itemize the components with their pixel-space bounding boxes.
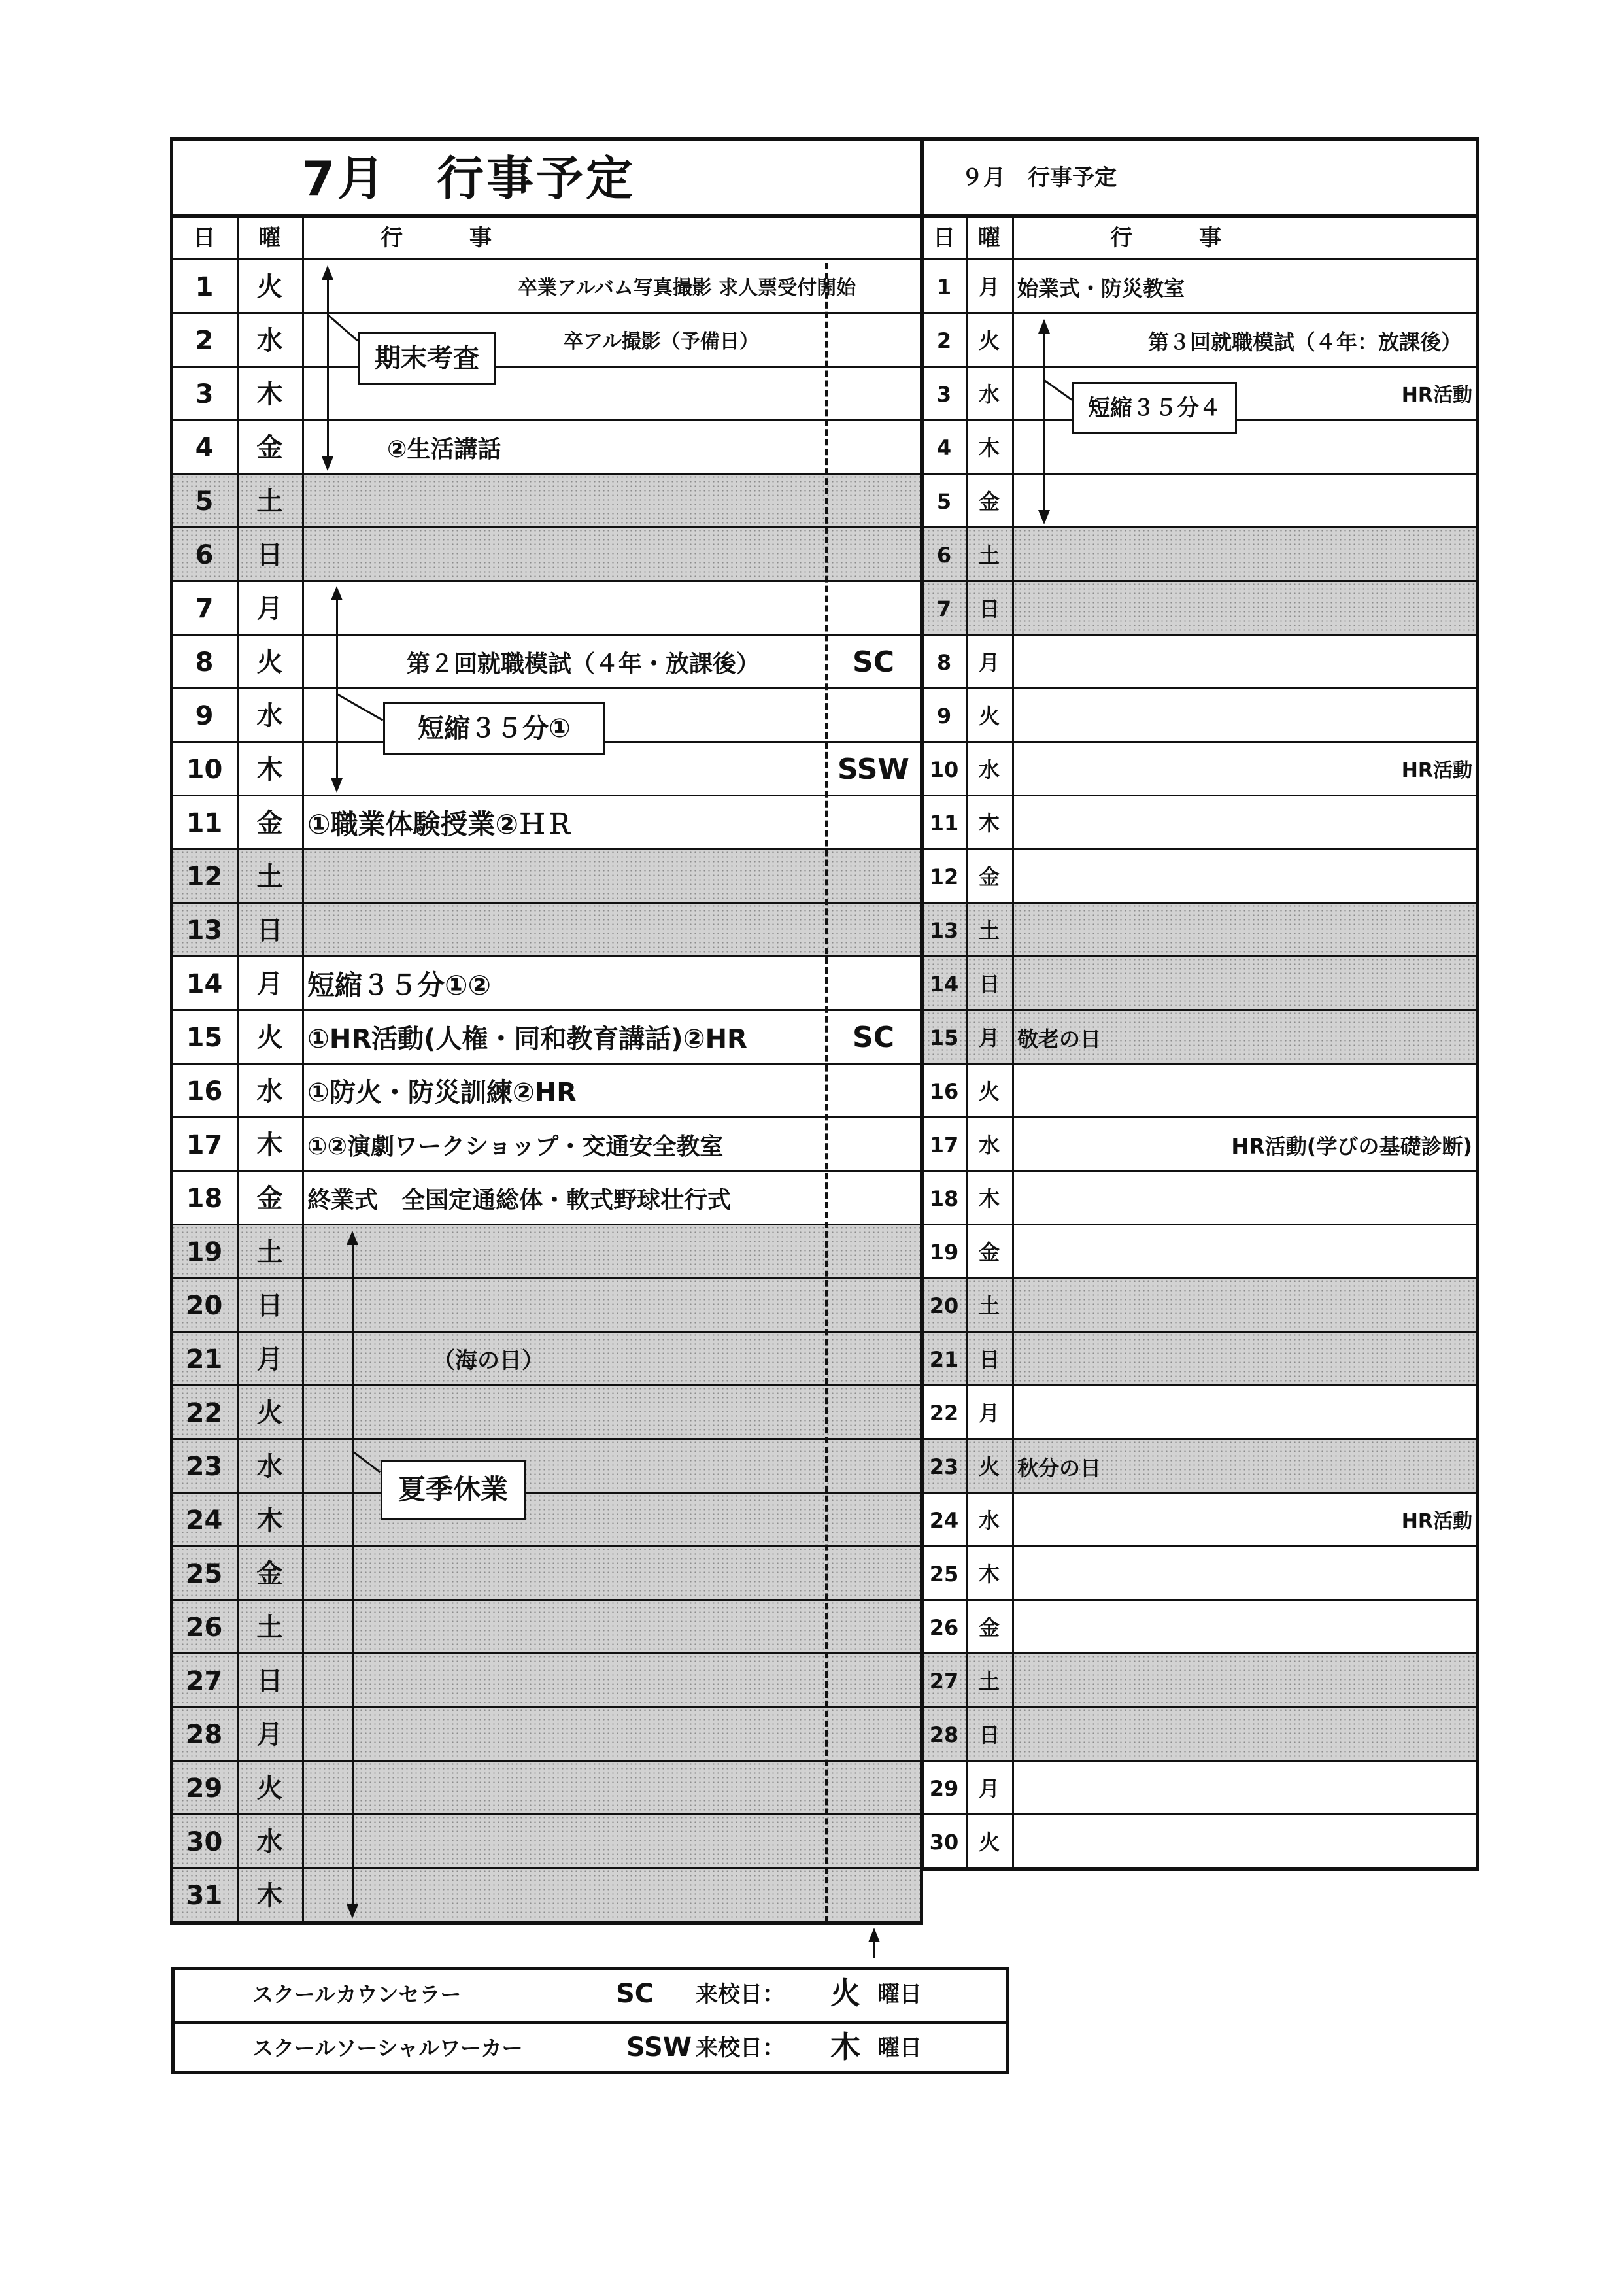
september-day-number: 26 — [929, 1615, 959, 1640]
september-day-number: 7 — [936, 596, 952, 621]
july-title-divider — [171, 214, 922, 218]
september-day-number: 27 — [929, 1669, 959, 1694]
september-short-arrow — [1043, 331, 1045, 513]
september-day-of-week: 火 — [978, 704, 1000, 728]
legend-code: SC — [616, 1979, 654, 2009]
september-day-number: 23 — [929, 1454, 959, 1479]
july-day-of-week: 日 — [256, 1666, 283, 1696]
september-day-of-week: 土 — [978, 918, 1000, 943]
july-day-of-week: 木 — [256, 379, 283, 409]
july-short-arrow-head-up — [331, 586, 343, 600]
july-day-number: 6 — [195, 540, 214, 570]
july-day-number: 5 — [195, 487, 214, 517]
september-col-divider — [1012, 214, 1014, 1869]
july-day-of-week: 木 — [256, 1130, 283, 1160]
july-day-of-week: 火 — [256, 1773, 283, 1804]
july-day-number: 12 — [186, 862, 223, 892]
july-day-number: 8 — [195, 647, 214, 677]
september-day-number: 24 — [929, 1508, 959, 1533]
september-day-number: 9 — [936, 704, 952, 728]
september-day-of-week: 土 — [978, 1669, 1000, 1694]
july-header-dow: 曜 — [258, 225, 281, 251]
july-day-number: 22 — [186, 1398, 223, 1428]
july-exam-arrow-head-up — [322, 265, 333, 280]
short-schedule-label: 短縮３５分① — [383, 702, 605, 755]
legend-role: スクールソーシャルワーカー — [252, 2036, 523, 2061]
july-day-of-week: 月 — [256, 1720, 283, 1750]
july-col-divider — [302, 214, 304, 1923]
september-day-of-week: 金 — [978, 1240, 1000, 1265]
september-day-of-week: 月 — [978, 275, 1000, 300]
july-day-of-week: 火 — [256, 1398, 283, 1428]
july-event-text: ①防火・防災訓練②HR — [307, 1078, 577, 1108]
september-event-text: 敬老の日 — [1017, 1027, 1102, 1052]
july-day-of-week: 火 — [256, 1023, 283, 1053]
september-event-text: 第３回就職模試（４年：放課後） — [1147, 330, 1462, 354]
september-day-number: 21 — [929, 1347, 959, 1372]
july-day-of-week: 土 — [256, 1613, 283, 1643]
exam-period-label: 期末考査 — [358, 332, 496, 385]
july-counselor-mark: SC — [853, 645, 894, 679]
september-day-number: 11 — [929, 811, 959, 836]
september-short-label: 短縮３５分４ — [1072, 382, 1237, 434]
september-day-of-week: 月 — [978, 1025, 1000, 1050]
july-header-events: 行 事 — [381, 225, 492, 251]
july-day-of-week: 水 — [256, 701, 283, 731]
september-event-text: HR活動(学びの基礎診断) — [1231, 1134, 1472, 1159]
july-day-of-week: 金 — [256, 1184, 283, 1214]
july-exam-arrow-head-down — [322, 456, 333, 471]
july-summer-arrow-head-down — [347, 1904, 358, 1919]
july-header-divider — [171, 258, 922, 260]
september-day-of-week: 日 — [978, 972, 1000, 997]
september-day-number: 4 — [936, 436, 952, 460]
september-day-of-week: 月 — [978, 1401, 1000, 1426]
legend-suffix: 曜日 — [877, 2035, 922, 2061]
pointer-arrow-head — [868, 1928, 880, 1942]
september-header-events: 行 事 — [1110, 225, 1221, 251]
july-event-text: 終業式 全国定通総体・軟式野球壮行式 — [307, 1186, 732, 1214]
july-day-of-week: 火 — [256, 272, 283, 302]
july-day-of-week: 日 — [256, 540, 283, 570]
september-title-divider — [922, 214, 1478, 218]
september-header-dow: 曜 — [978, 225, 1000, 251]
july-event-text: 短縮３５分①② — [307, 968, 492, 1001]
july-summer-arrow-head-up — [347, 1231, 358, 1245]
july-summer-arrow — [352, 1242, 354, 1907]
september-day-of-week: 土 — [978, 1293, 1000, 1318]
july-day-number: 31 — [186, 1881, 223, 1911]
september-day-of-week: 水 — [978, 1133, 1000, 1157]
september-day-number: 13 — [929, 918, 959, 943]
july-title: 7月 行事予定 — [302, 151, 636, 206]
july-col-divider — [237, 214, 239, 1923]
september-day-of-week: 火 — [978, 328, 1000, 353]
september-day-number: 1 — [936, 275, 952, 300]
september-day-number: 5 — [936, 489, 952, 514]
july-day-number: 19 — [186, 1237, 223, 1267]
september-col-divider — [966, 214, 968, 1869]
september-day-of-week: 金 — [978, 489, 1000, 514]
september-event-text: HR活動 — [1401, 384, 1472, 407]
legend-visit-day: 木 — [830, 2029, 860, 2064]
legend-code: SSW — [626, 2032, 692, 2063]
september-short-arrow-head-down — [1038, 510, 1050, 524]
july-day-number: 14 — [186, 969, 223, 999]
september-day-of-week: 日 — [978, 596, 1000, 621]
september-day-number: 30 — [929, 1830, 959, 1855]
july-event-text: ①②演劇ワークショップ・交通安全教室 — [307, 1133, 724, 1160]
july-event-text: 卒アル撮影（予備日） — [564, 330, 759, 354]
september-day-number: 10 — [929, 757, 959, 782]
july-day-number: 21 — [186, 1344, 223, 1375]
september-header-divider — [922, 258, 1478, 260]
july-day-number: 15 — [186, 1023, 223, 1053]
july-day-number: 4 — [195, 433, 214, 463]
september-day-of-week: 月 — [978, 1776, 1000, 1801]
legend-role: スクールカウンセラー — [252, 1982, 462, 2007]
july-day-number: 25 — [186, 1559, 223, 1589]
july-day-of-week: 水 — [256, 326, 283, 356]
july-day-of-week: 日 — [256, 1291, 283, 1321]
july-short-arrow-head-down — [331, 778, 343, 793]
september-short-arrow-head-up — [1038, 319, 1050, 334]
september-day-number: 22 — [929, 1401, 959, 1426]
legend-suffix: 曜日 — [877, 1981, 922, 2008]
july-table-frame — [170, 137, 923, 1925]
july-short-arrow — [336, 598, 338, 781]
september-event-text: 始業式・防災教室 — [1017, 276, 1185, 301]
july-event-text: ②生活講話 — [387, 436, 501, 463]
september-day-of-week: 水 — [978, 757, 1000, 782]
september-day-of-week: 木 — [978, 436, 1000, 460]
september-day-of-week: 月 — [978, 650, 1000, 675]
july-day-of-week: 火 — [256, 647, 283, 677]
july-day-number: 13 — [186, 916, 223, 946]
july-day-number: 17 — [186, 1130, 223, 1160]
september-day-of-week: 火 — [978, 1830, 1000, 1855]
legend-visit-day: 火 — [830, 1976, 860, 2011]
september-day-number: 2 — [936, 328, 952, 353]
july-day-of-week: 金 — [256, 1559, 283, 1589]
july-day-number: 1 — [195, 272, 214, 302]
september-day-of-week: 日 — [978, 1722, 1000, 1747]
july-counselor-mark: SC — [853, 1021, 894, 1054]
september-day-number: 29 — [929, 1776, 959, 1801]
legend-visit-label: 来校日： — [696, 2035, 785, 2061]
september-day-of-week: 水 — [978, 382, 1000, 407]
september-day-number: 15 — [929, 1025, 959, 1050]
september-day-number: 12 — [929, 865, 959, 889]
july-day-number: 28 — [186, 1720, 223, 1750]
september-day-of-week: 木 — [978, 1562, 1000, 1586]
july-day-number: 29 — [186, 1773, 223, 1804]
july-day-number: 23 — [186, 1452, 223, 1482]
july-day-of-week: 水 — [256, 1827, 283, 1857]
july-day-number: 20 — [186, 1291, 223, 1321]
july-day-number: 26 — [186, 1613, 223, 1643]
july-day-of-week: 水 — [256, 1076, 283, 1106]
september-day-number: 28 — [929, 1722, 959, 1747]
september-day-of-week: 金 — [978, 865, 1000, 889]
july-day-of-week: 月 — [256, 969, 283, 999]
july-event-text: 卒業アルバム写真撮影 求人票受付開始 — [518, 277, 856, 300]
september-day-number: 20 — [929, 1293, 959, 1318]
july-day-number: 24 — [186, 1505, 223, 1535]
july-dashed-divider — [825, 263, 828, 1923]
july-day-of-week: 金 — [256, 808, 283, 838]
september-header-day: 日 — [933, 225, 955, 251]
july-day-number: 9 — [195, 701, 214, 731]
july-day-of-week: 木 — [256, 755, 283, 785]
september-day-of-week: 火 — [978, 1454, 1000, 1479]
july-day-of-week: 水 — [256, 1452, 283, 1482]
july-day-of-week: 金 — [256, 433, 283, 463]
september-day-number: 8 — [936, 650, 952, 675]
september-day-of-week: 火 — [978, 1079, 1000, 1104]
july-event-text: （海の日） — [433, 1347, 544, 1374]
july-day-of-week: 木 — [256, 1881, 283, 1911]
july-day-number: 27 — [186, 1666, 223, 1696]
july-counselor-mark: SSW — [837, 753, 909, 786]
september-event-text: HR活動 — [1401, 1510, 1472, 1533]
july-day-of-week: 土 — [256, 487, 283, 517]
july-day-number: 10 — [186, 755, 223, 785]
september-day-number: 6 — [936, 543, 952, 568]
september-day-number: 18 — [929, 1186, 959, 1211]
july-event-text: ①HR活動(人権・同和教育講話)②HR — [307, 1024, 747, 1054]
september-day-of-week: 土 — [978, 543, 1000, 568]
july-event-text: ①職業体験授業②ＨＲ — [307, 808, 574, 840]
september-event-text: HR活動 — [1401, 759, 1472, 783]
july-day-number: 7 — [195, 594, 214, 624]
july-header-day: 日 — [193, 225, 216, 251]
july-exam-arrow — [327, 277, 329, 459]
july-event-text: 第２回就職模試（４年・放課後） — [407, 650, 760, 677]
july-day-number: 30 — [186, 1827, 223, 1857]
september-day-of-week: 水 — [978, 1508, 1000, 1533]
september-event-text: 秋分の日 — [1017, 1456, 1102, 1481]
legend-visit-label: 来校日： — [696, 1981, 785, 2008]
july-day-number: 11 — [186, 808, 223, 838]
september-day-number: 16 — [929, 1079, 959, 1104]
september-day-of-week: 木 — [978, 1186, 1000, 1211]
september-title: ９月 行事予定 — [961, 165, 1117, 191]
september-day-number: 25 — [929, 1562, 959, 1586]
summer-vacation-label: 夏季休業 — [381, 1460, 526, 1520]
september-day-number: 17 — [929, 1133, 959, 1157]
july-day-of-week: 木 — [256, 1505, 283, 1535]
july-day-of-week: 土 — [256, 862, 283, 892]
july-day-of-week: 日 — [256, 916, 283, 946]
july-day-of-week: 月 — [256, 594, 283, 624]
july-day-number: 2 — [195, 326, 214, 356]
september-day-number: 19 — [929, 1240, 959, 1265]
september-day-number: 14 — [929, 972, 959, 997]
september-day-number: 3 — [936, 382, 952, 407]
september-day-of-week: 金 — [978, 1615, 1000, 1640]
july-day-of-week: 土 — [256, 1237, 283, 1267]
july-day-number: 16 — [186, 1076, 223, 1106]
july-day-of-week: 月 — [256, 1344, 283, 1375]
july-day-number: 18 — [186, 1184, 223, 1214]
september-day-of-week: 木 — [978, 811, 1000, 836]
july-day-number: 3 — [195, 379, 214, 409]
september-day-of-week: 日 — [978, 1347, 1000, 1372]
